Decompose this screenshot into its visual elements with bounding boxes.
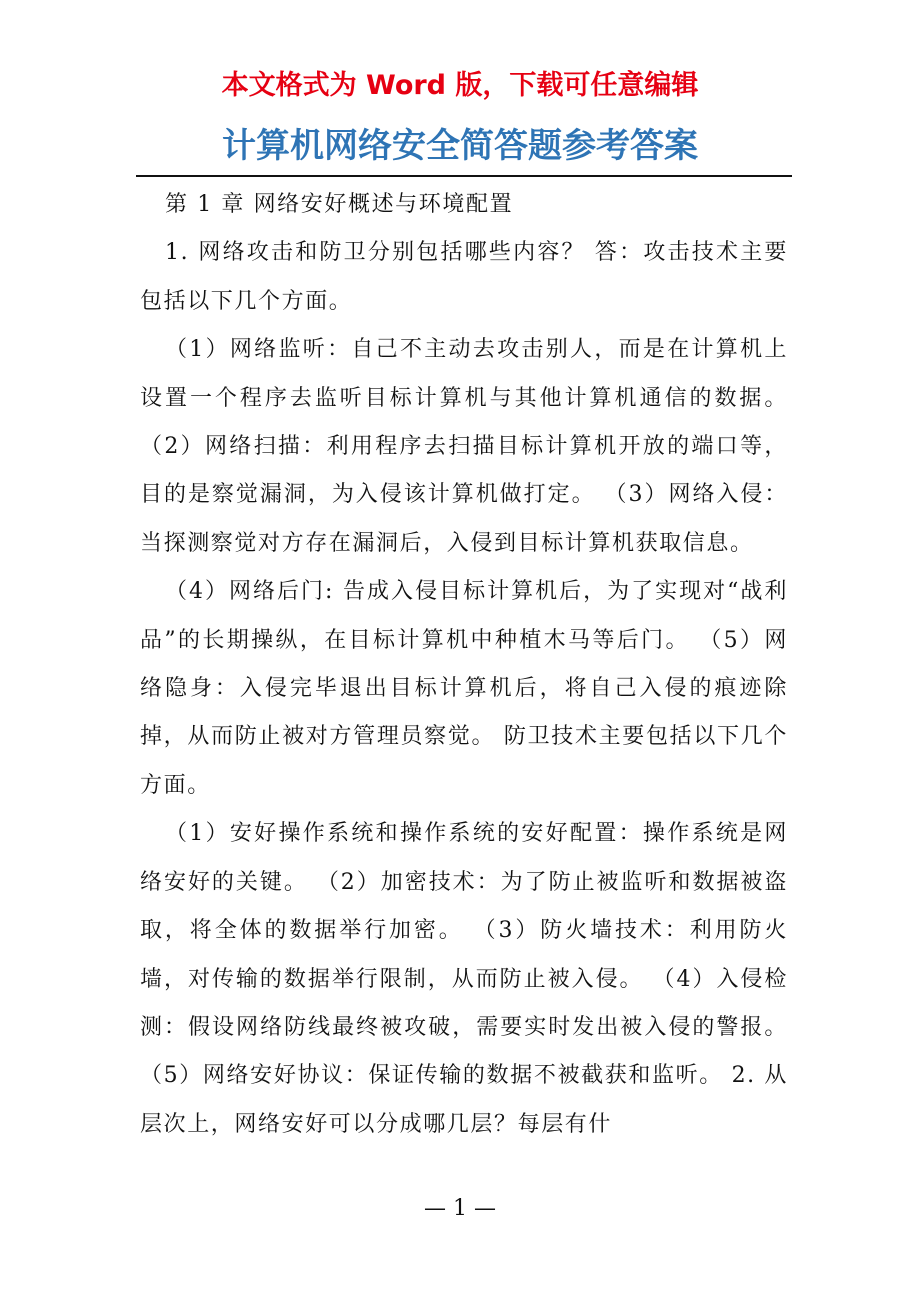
document-body [140, 181, 788, 1149]
document-title: 计算机网络安全简答题参考答案 [222, 126, 698, 166]
chapter-heading: 第 1 章 网络安好概述与环境配置 [165, 192, 514, 217]
body-paragraph: 1. 网络攻击和防卫分别包括哪些内容？ 答：攻击技术主要包括以下几个方面。 [140, 240, 788, 314]
edit-banner: 本文格式为 Word 版，下载可任意编辑 [221, 70, 699, 101]
title-divider [136, 175, 792, 177]
page-number: — 1 — [424, 1196, 496, 1221]
body-paragraph: （4）网络后门: 告成入侵目标计算机后，为了实现对“战利品”的长期操纵，在目标计算机中种植木马等后门。 （5）网络隐身：入侵完毕退出目标计算机后，将自己入侵的痕迹除掉，从而防止被对方管理员察觉。 防卫技术主要包括以下几个方面。 [140, 579, 788, 798]
body-paragraph: （1）网络监听：自己不主动去攻击别人，而是在计算机上设置一个程序去监听目标计算机与其他计算机通信的数据。 （2）网络扫描：利用程序去扫描目标计算机开放的端口等，目的是察觉漏洞，为入侵该计算机做打定。 （3）网络入侵：当探测察觉对方存在漏洞后，入侵到目标计算机获取信息。 [140, 337, 788, 556]
body-paragraph: （1）安好操作系统和操作系统的安好配置：操作系统是网络安好的关键。 （2）加密技术：为了防止被监听和数据被盗取，将全体的数据举行加密。 （3）防火墙技术：利用防火墙，对传输的数据举行限制，从而防止被入侵。 （4）入侵检测：假设网络防线最终被攻破，需要实时发出被入侵的警报。 （5）网络安好协议：保证传输的数据不被截获和监听。 2. 从层次上，网络安好可以分成哪几层？每层有什 [140, 821, 788, 1137]
